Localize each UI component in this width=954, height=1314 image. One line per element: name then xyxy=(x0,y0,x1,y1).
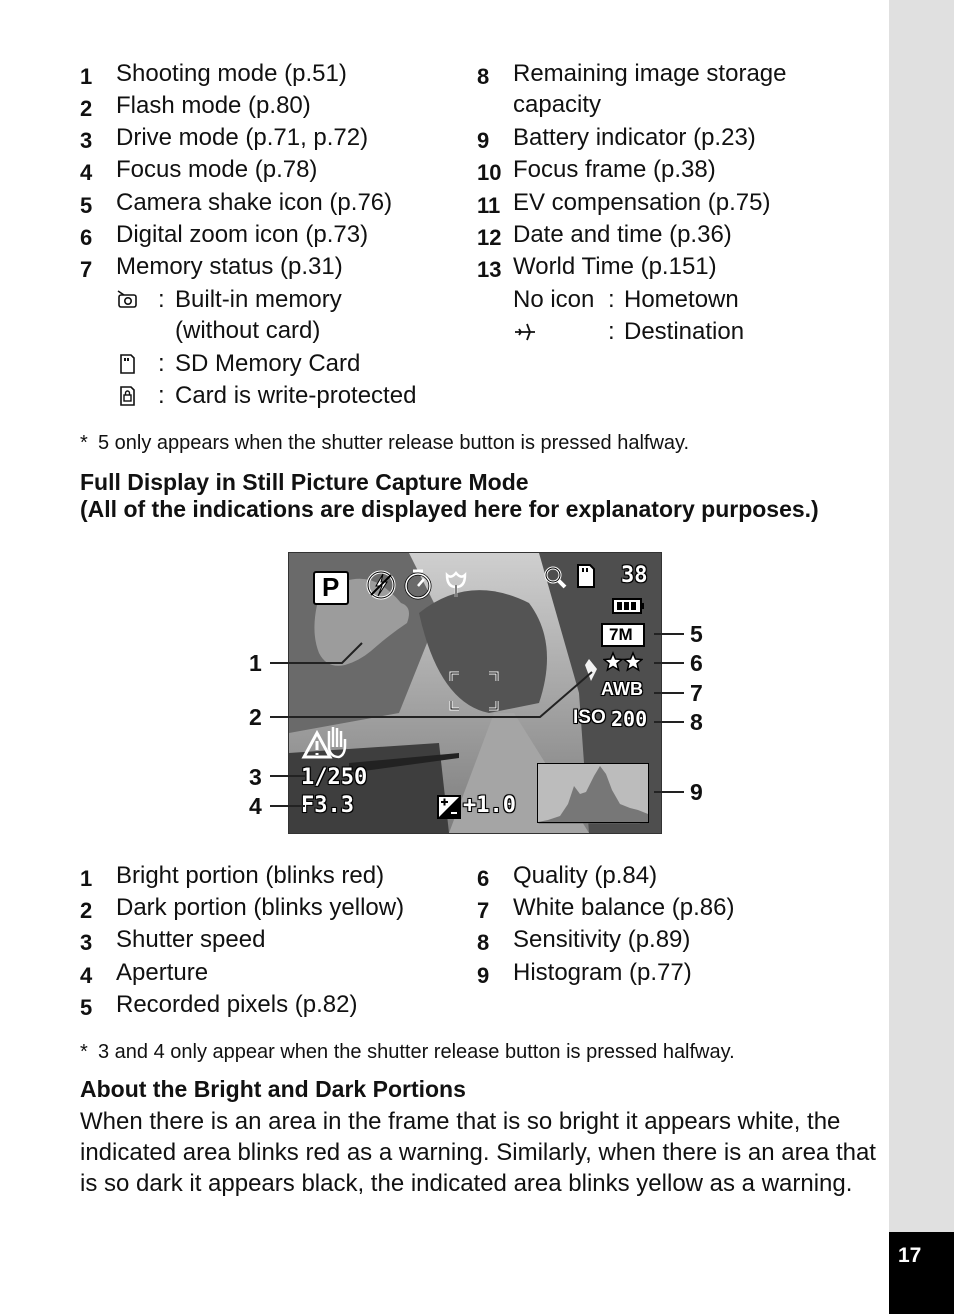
about-paragraph xyxy=(80,1106,880,1199)
item-text: Focus frame (p.38) xyxy=(513,156,716,183)
item-text: Shooting mode (p.51) xyxy=(116,60,347,87)
callout-4: 4 xyxy=(249,793,262,819)
ev-compensation: +1.0 xyxy=(463,793,516,818)
item-number: 1 xyxy=(80,64,93,89)
item-number: 5 xyxy=(80,193,93,218)
item-number: 5 xyxy=(80,995,93,1020)
item-number: 3 xyxy=(80,930,93,955)
remaining-image-count: 38 xyxy=(621,563,648,588)
callout-8: 8 xyxy=(690,709,703,735)
item-number: 13 xyxy=(477,257,502,282)
item-text: Memory status (p.31) xyxy=(116,253,343,280)
memory-status-text: SD Memory Card xyxy=(175,350,361,377)
colon: : xyxy=(158,382,165,409)
item-text: Camera shake icon (p.76) xyxy=(116,189,393,216)
colon: : xyxy=(158,286,165,313)
item-text: Battery indicator (p.23) xyxy=(513,124,756,151)
memory-status-text: Card is write-protected xyxy=(175,382,417,409)
item-text: Aperture xyxy=(116,959,209,986)
white-balance: AWB xyxy=(601,679,643,699)
item-number: 8 xyxy=(477,64,490,89)
aperture: F3.3 xyxy=(301,793,354,818)
item-text: White balance (p.86) xyxy=(513,894,735,921)
item-number: 2 xyxy=(80,898,93,923)
item-number: 9 xyxy=(477,128,490,153)
section-heading: Full Display in Still Picture Capture Mode xyxy=(80,469,529,495)
item-number: 8 xyxy=(477,930,490,955)
item-number: 7 xyxy=(80,257,93,282)
item-number: 9 xyxy=(477,963,490,988)
item-text: Dark portion (blinks yellow) xyxy=(116,894,405,921)
colon: : xyxy=(608,286,615,313)
item-text: Shutter speed xyxy=(116,926,266,953)
item-text: Sensitivity (p.89) xyxy=(513,926,691,953)
item-number: 2 xyxy=(80,96,93,121)
colon: : xyxy=(158,350,165,377)
callout-1: 1 xyxy=(249,650,262,676)
about-heading: About the Bright and Dark Portions xyxy=(80,1076,466,1102)
callout-3: 3 xyxy=(249,764,262,790)
about-body: When there is an area in the frame that is so bright it appears white, the indicated area blinks red as a warning. Similarly, when there is an area that is so dark it appears black, the indicated area blinks yellow as a warning. xyxy=(80,1108,876,1197)
item-text: Digital zoom icon (p.73) xyxy=(116,221,369,248)
world-time-text: Hometown xyxy=(624,286,739,313)
iso-label: ISO xyxy=(573,707,606,728)
item-number: 7 xyxy=(477,898,490,923)
iso-value: 200 xyxy=(611,707,648,731)
item-number: 12 xyxy=(477,225,502,250)
item-text: Focus mode (p.78) xyxy=(116,156,318,183)
callout-9: 9 xyxy=(690,779,703,805)
item-text: Drive mode (p.71, p.72) xyxy=(116,124,369,151)
memory-status-text: Built-in memory xyxy=(175,286,342,313)
item-text: Quality (p.84) xyxy=(513,862,658,889)
shooting-mode: P xyxy=(322,572,340,602)
item-number: 4 xyxy=(80,963,93,988)
item-number: 10 xyxy=(477,160,502,185)
item-text: Recorded pixels (p.82) xyxy=(116,991,358,1018)
item-number: 6 xyxy=(477,866,490,891)
item-text: EV compensation (p.75) xyxy=(513,189,771,216)
callout-6: 6 xyxy=(690,650,703,676)
item-text: World Time (p.151) xyxy=(513,253,717,280)
item-number: 6 xyxy=(80,225,93,250)
item-number: 11 xyxy=(477,193,501,218)
colon: : xyxy=(608,318,615,345)
memory-status-text: (without card) xyxy=(175,317,321,344)
footnote-text: 3 and 4 only appear when the shutter release button is pressed halfway. xyxy=(98,1041,735,1063)
callout-2: 2 xyxy=(249,704,262,730)
item-number: 4 xyxy=(80,160,93,185)
item-text-continued: capacity xyxy=(513,91,602,118)
item-number: 3 xyxy=(80,128,93,153)
recorded-pixels: 7M xyxy=(609,625,633,644)
footnote-mark: * xyxy=(80,432,88,454)
world-time-text: Destination xyxy=(624,318,745,345)
footnote-text: 5 only appears when the shutter release button is pressed halfway. xyxy=(98,432,690,454)
shutter-speed: 1/250 xyxy=(301,765,368,790)
callout-5: 5 xyxy=(690,621,703,647)
section-heading-sub: (All of the indications are displayed here for explanatory purposes.) xyxy=(80,496,819,522)
callout-7: 7 xyxy=(690,680,703,706)
item-text: Date and time (p.36) xyxy=(513,221,732,248)
item-text: Remaining image storage xyxy=(513,60,787,87)
footnote-mark: * xyxy=(80,1041,88,1063)
page-number: 17 xyxy=(898,1244,922,1267)
item-text: Histogram (p.77) xyxy=(513,959,692,986)
footnote xyxy=(80,1041,735,1064)
item-text: Bright portion (blinks red) xyxy=(116,862,385,889)
world-time-label: No icon xyxy=(513,286,595,313)
item-number: 1 xyxy=(80,866,93,891)
item-text: Flash mode (p.80) xyxy=(116,92,311,119)
